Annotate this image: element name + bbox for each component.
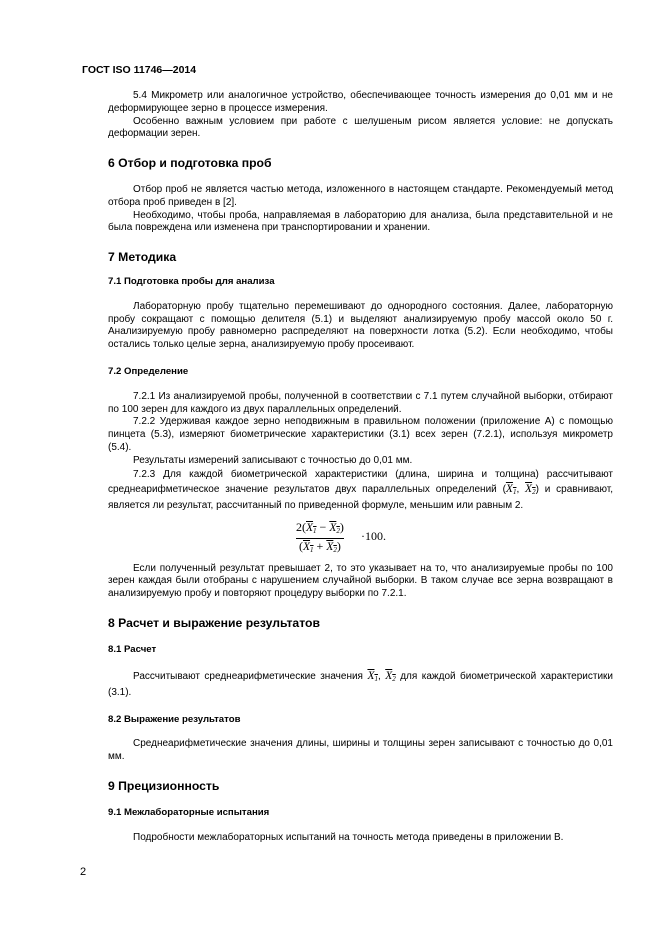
heading-7-2: 7.2 Определение — [108, 365, 189, 377]
paragraph-8-2: Среднеарифметические значения длины, ширины и толщины зерен записывают с точностью до 0,01 мм. — [108, 738, 613, 763]
page-number: 2 — [80, 866, 87, 878]
formula-fraction — [296, 521, 344, 558]
paragraph-7-2-1: 7.2.1 Из анализируемой пробы, полученной в соответствии с 7.1 путем случайной выборки, отбирают по 100 зерен для каждого из двух параллельных определений. — [108, 390, 613, 415]
formula — [108, 513, 613, 557]
paragraph-5-4-note: Особенно важным условием при работе с шелушеным рисом является условие: не допускать деформации зерен. — [108, 115, 613, 140]
formula-denominator: $(X_1 + X_2)$ — [299, 539, 341, 555]
document-body — [108, 90, 613, 844]
mean-x2: $X_2$ — [525, 482, 536, 496]
heading-8-1: 8.1 Расчет — [108, 643, 157, 655]
paragraph-9-1: Подробности межлабораторных испытаний на точность метода приведены в приложении В. — [133, 831, 564, 843]
heading-9-1: 9.1 Межлабораторные испытания — [108, 806, 270, 818]
heading-7-1: 7.1 Подготовка пробы для анализа — [108, 275, 275, 287]
formula-multiplier: ·100. — [361, 528, 386, 543]
paragraph-7-2-result: Если полученный результат превышает 2, то это указывает на то, что анализируемые пробы по 100 зерен каждая были отобраны с нарушением случайной выборки. В таком случае все зерна возвращают в анализируемую пробу и повторяют процедуру выборки по 7.2.1. — [108, 562, 613, 600]
paragraph-7-2-3: 7.2.3 Для каждой биометрической характеристики (длина, ширина и толщина) рассчитывают среднеарифметическое значение результатов двух параллельных определений ($X_1$, $X_2$) и сравнивают, является ли результат, рассчитанный по приведенной формуле, меньшим или равным 2. — [108, 468, 613, 511]
paragraph-7-2-2-accuracy: Результаты измерений записывают с точностью до 0,01 мм. — [133, 454, 413, 466]
paragraph-8-1: Рассчитывают среднеарифметические значения $X_1$, $X_2$ для каждой биометрической характеристики (3.1). — [108, 669, 613, 698]
paragraph-6-2: Необходимо, чтобы проба, направляемая в лабораторию для анализа, была представительной и не была повреждена или изменена при транспортировании и хранении. — [108, 209, 613, 234]
paragraph-6-1: Отбор проб не является частью метода, изложенного в настоящем стандарте. Рекомендуемый метод отбора проб приведен в [2]. — [108, 183, 613, 208]
document-header: ГОСТ ISO 11746—2014 — [82, 64, 197, 76]
formula-numerator: $2(X_1 - X_2)$ — [296, 519, 344, 535]
heading-section-9: 9 Прецизионность — [108, 778, 220, 793]
paragraph-7-2-2: 7.2.2 Удерживая каждое зерно неподвижным в правильном положении (приложение А) с помощью пинцета (5.3), измеряют биометрические характеристики (3.1) всех зерен (7.2.1), используя микрометр (5.4). — [108, 416, 613, 453]
mean-x1: $X_1$ — [505, 482, 517, 496]
paragraph-7-1: Лабораторную пробу тщательно перемешивают до однородного состояния. Далее, лабораторную пробу сокращают с помощью делителя (5.1) и выделяют анализируемую пробу массой около 50 г. Анализируемую пробу равномерно распределяют на поверхности лотка (5.2). Если необходимо, чтобы остались только целые зерна, анализируемую пробу просеивают. — [108, 300, 613, 351]
heading-section-7: 7 Методика — [108, 250, 177, 265]
heading-section-8: 8 Расчет и выражение результатов — [108, 615, 320, 630]
heading-section-6: 6 Отбор и подготовка проб — [108, 156, 272, 171]
paragraph-5-4: 5.4 Микрометр или аналогичное устройство, обеспечивающее точность измерения до 0,01 мм и не деформирующее зерно в процессе измерения. — [108, 90, 613, 114]
heading-8-2: 8.2 Выражение результатов — [108, 713, 241, 725]
